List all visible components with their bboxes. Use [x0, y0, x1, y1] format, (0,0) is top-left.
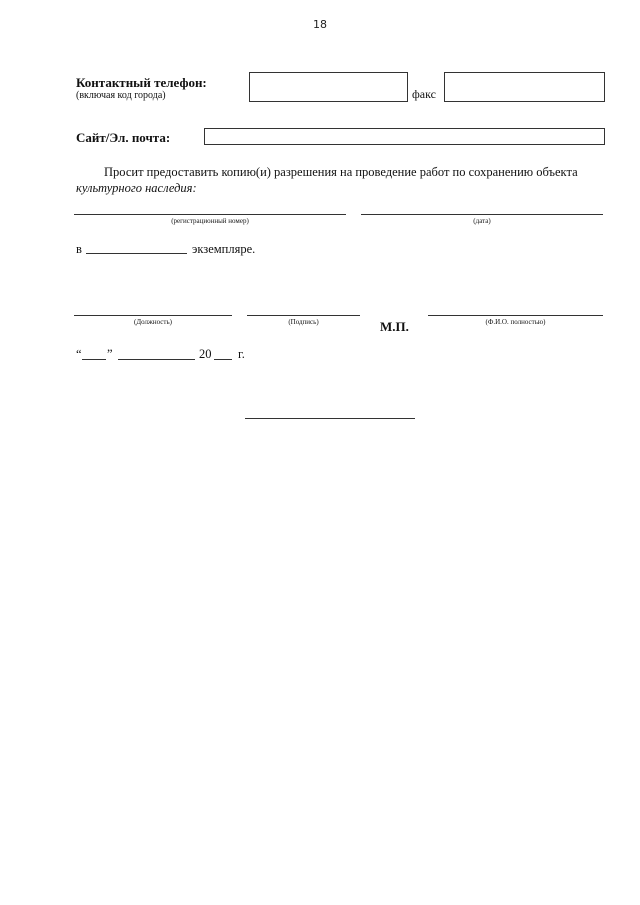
- date-line[interactable]: [361, 214, 603, 215]
- month-line[interactable]: [118, 359, 195, 360]
- copies-suffix: экземпляре.: [192, 242, 256, 256]
- stamp-label: М.П.: [380, 319, 409, 334]
- phone-label: Контактный телефон:: [76, 75, 207, 90]
- fax-field[interactable]: [444, 72, 605, 102]
- site-email-field[interactable]: [204, 128, 605, 145]
- date-caption: (дата): [473, 217, 491, 225]
- full-name-caption: (Ф.И.О. полностью): [485, 318, 546, 326]
- fax-label: факс: [412, 87, 436, 101]
- closing-separator-line: [245, 418, 415, 419]
- reg-number-caption: (регистрационный номер): [171, 217, 249, 225]
- date-open-quote: “: [76, 347, 82, 361]
- copies-count-line[interactable]: [86, 253, 187, 254]
- sign-caption: (Подпись): [288, 318, 319, 326]
- phone-hint: (включая код города): [76, 90, 166, 101]
- position-caption: (Должность): [134, 318, 172, 326]
- year-prefix: 20: [199, 347, 212, 361]
- sign-line[interactable]: [247, 315, 360, 316]
- request-text-line1: Просит предоставить копию(и) разрешения на проведение работ по сохранению объекта: [104, 165, 578, 179]
- site-label: Сайт/Эл. почта:: [76, 130, 171, 145]
- day-line[interactable]: [82, 359, 106, 360]
- date-close-quote: ”: [107, 347, 113, 361]
- year-suffix: г.: [238, 347, 245, 361]
- page-number: 18: [313, 18, 327, 31]
- request-text-line2: культурного наследия:: [76, 181, 197, 195]
- phone-field[interactable]: [249, 72, 408, 102]
- full-name-line[interactable]: [428, 315, 603, 316]
- year-line[interactable]: [214, 359, 232, 360]
- copies-prefix: в: [76, 242, 82, 256]
- reg-number-line[interactable]: [74, 214, 346, 215]
- position-line[interactable]: [74, 315, 232, 316]
